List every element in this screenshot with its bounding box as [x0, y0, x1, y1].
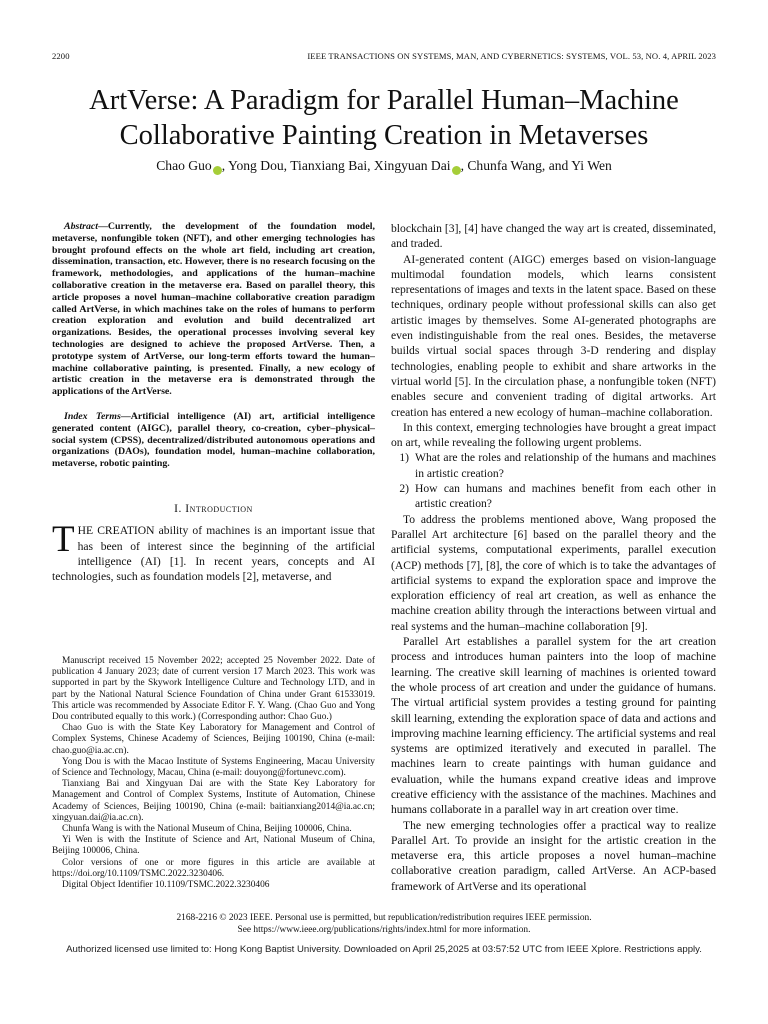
- orcid-icon[interactable]: [452, 166, 461, 175]
- right-column: [391, 221, 716, 894]
- footnote-affiliation: Tianxiang Bai and Xingyuan Dai are with the State Key Laboratory for Management and Control of Complex Systems, Institute of Automation, Chinese Academy of Sciences, Beijing 100190, China (e-mail: baitianxiang2014@ia.ac.cn; xingyuan.dai@ia.ac.cn).: [52, 779, 375, 823]
- index-terms-label: Index Terms: [64, 410, 121, 422]
- footnote-affiliation: Yi Wen is with the Institute of Science and Art, National Museum of China, Beijing 100006, China.: [52, 835, 375, 857]
- copyright-line: 2168-2216 © 2023 IEEE. Personal use is permitted, but republication/redistribution requires IEEE permission.: [176, 913, 592, 923]
- authors-middle: , Yong Dou, Tianxiang Bai, Xingyuan Dai: [221, 158, 451, 173]
- list-item-text: How can humans and machines benefit from each other in artistic creation?: [415, 482, 716, 511]
- footnote-affiliation: Chao Guo is with the State Key Laboratory for Management and Control of Complex Systems, Chinese Academy of Sciences, Beijing 100190, China (e-mail: chao.guo@ia.ac.cn).: [52, 723, 375, 756]
- question-list: [391, 450, 716, 511]
- author-list: [40, 158, 728, 174]
- paper-title: [40, 83, 728, 153]
- authors-end: , Chunfa Wang, and Yi Wen: [460, 158, 612, 173]
- intro-paragraph: [52, 519, 375, 584]
- list-item: [391, 450, 716, 481]
- abstract-text: —Currently, the development of the foundation model, metaverse, nonfungible token (NFT), and other emerging technologies has brought profound effects on the whole art field, including art creation, dissemination, transaction, etc. However, there is no research focusing on the framework, methodologies, and applications of the human–machine collaborative creation in the metaverse era. Based on parallel theory, this article proposes a novel human–machine collaborative creation paradigm called ArtVerse, in which machines take on the roles of humans to perform creation exploration and evolution and build decentralized art organizations. Besides, the operational processes involving several key technologies are designed to achieve the proposed ArtVerse. Then, a prototype system of ArtVerse, our long-term efforts toward the human–machine collaborative painting, is presented. Finally, a new ecology of artistic creation in the metaverse era is demonstrated through the applications of the ArtVerse.: [52, 221, 375, 398]
- body-paragraph: Parallel Art establishes a parallel system for the art creation process and introduces human painters into the loop of machine learning. The creative skill learning of machines is oriented toward the whole process of art creation and under the guidance of humans. The virtual artificial system provides a testing ground for painting skill learning, extending the exploration space of data and actions and improving machine learning efficiency. The artificial systems and real systems are optimized iteratively and executed in parallel. The machines learn to create paintings with human guidance and evaluation, while the humans expand creative ideas and improve creative efficiency with the assistance of the machines. Machines and humans collaborate in a parallel way in art creation over time.: [391, 635, 716, 817]
- author-1: Chao Guo: [156, 158, 212, 173]
- left-column: [52, 221, 375, 584]
- list-item-text: What are the roles and relationship of the humans and machines in artistic creation?: [415, 451, 716, 480]
- drop-cap: T: [52, 519, 75, 561]
- abstract-label: Abstract: [64, 221, 99, 232]
- footnote-doi: Digital Object Identifier 10.1109/TSMC.2022.3230406: [62, 880, 270, 891]
- footnote-manuscript: Manuscript received 15 November 2022; accepted 25 November 2022. Date of publication 4 January 2023; date of current version 17 March 2023. This work was supported in part by the Skywork Intelligence Culture and Technology LTD, and in part by the National Natural Science Foundation of China under Grant 61533019. This article was recommended by Associate Editor F. Y. Wang. (Chao Guo and Yong Dou contributed equally to this work.) (Corresponding author: Chao Guo.): [52, 656, 375, 723]
- abstract: [52, 221, 375, 398]
- license-notice: Authorized licensed use limited to: Hong Kong Baptist University. Downloaded on April 25,2025 at 03:57:52 UTC from IEEE Xplore. Restrictions apply.: [66, 944, 702, 955]
- title-line-1: ArtVerse: A Paradigm for Parallel Human–Machine: [89, 85, 679, 116]
- journal-running-head: IEEE TRANSACTIONS ON SYSTEMS, MAN, AND CYBERNETICS: SYSTEMS, VOL. 53, NO. 4, APRIL 2023: [307, 51, 716, 61]
- body-paragraph: blockchain [3], [4] have changed the way art is created, disseminated, and traded.: [391, 222, 716, 251]
- footnote-affiliation: Yong Dou is with the Macao Institute of Systems Engineering, Macau University of Science and Technology, Macau, China (e-mail: douyong@fortunevc.com).: [52, 756, 375, 779]
- copyright-notice: [40, 913, 728, 936]
- footnotes: [52, 656, 375, 891]
- running-header: [52, 51, 716, 63]
- title-line-2: Collaborative Painting Creation in Metaverses: [119, 120, 649, 151]
- intro-text: ability of machines is an important issue that has been of interest since the beginning of the artificial intelligence (AI) [1]. In recent years, concepts and AI technologies, such as foundation models [2], metaverse, and: [52, 524, 375, 584]
- body-paragraph: To address the problems mentioned above, Wang proposed the Parallel Art architecture [6] based on the parallel theory and the artificial systems, computational experiments, parallel execution (ACP) methods [7], [8], the core of which is to take the advantages of artificial systems to expand the exploration space and improve the exploration efficiency of real art creation, as well as enhance the machine creation ability through the interactions between virtual and real systems and the human–machine collaboration [9].: [391, 512, 716, 633]
- rights-link-line[interactable]: See https://www.ieee.org/publications/rights/index.html for more information.: [237, 924, 531, 935]
- page-number: 2200: [52, 51, 70, 61]
- list-item-number: 2): [399, 482, 409, 496]
- list-item: [391, 481, 716, 512]
- index-terms-text: —Artificial intelligence (AI) art, artificial intelligence generated content (AIGC), parallel theory, co-creation, cyber–physical–social system (CPSS), decentralized/distributed autonomous operations and organizations (DAOs), foundation model, human–machine collaboration, metaverse, robotic painting.: [52, 410, 376, 470]
- list-item-number: 1): [399, 451, 409, 465]
- body-paragraph: In this context, emerging technologies have brought a great impact on art, while revealing the following urgent problems.: [391, 420, 716, 450]
- intro-lead: HE CREATION: [77, 524, 155, 538]
- index-terms: [52, 411, 375, 470]
- body-paragraph: The new emerging technologies offer a practical way to realize Parallel Art. To provide an insight for the artistic creation in the metaverse era, this article proposes a novel human–machine collaborative creation paradigm, called ArtVerse. An ACP-based framework of ArtVerse and its operational: [391, 818, 716, 893]
- orcid-icon[interactable]: [213, 166, 222, 175]
- body-paragraph: AI-generated content (AIGC) emerges based on vision-language multimodal foundation models, which learns consistent representations of images and texts in the latent space. Based on these techniques, ordinary people without professional skills can also get artistic images by themselves. Some AI-generated photographs are even indistinguishable from the real ones. Besides, the metaverse builds virtual social spaces through 3-D rendering and display technologies, enabling people to exhibit and share artworks in the virtual world [5]. In the circulation phase, a nonfungible token (NFT) enables secure and convenient trading of digital artworks. Art creation has entered a new ecology of human–machine collaboration.: [391, 252, 716, 419]
- footnote-affiliation: Chunfa Wang is with the National Museum of China, Beijing 100006, China.: [62, 824, 352, 835]
- footnote-color-versions: Color versions of one or more figures in this article are available at https://doi.org/10.1109/TSMC.2022.3230406.: [52, 857, 375, 879]
- section-heading: I. Introduction: [174, 502, 253, 515]
